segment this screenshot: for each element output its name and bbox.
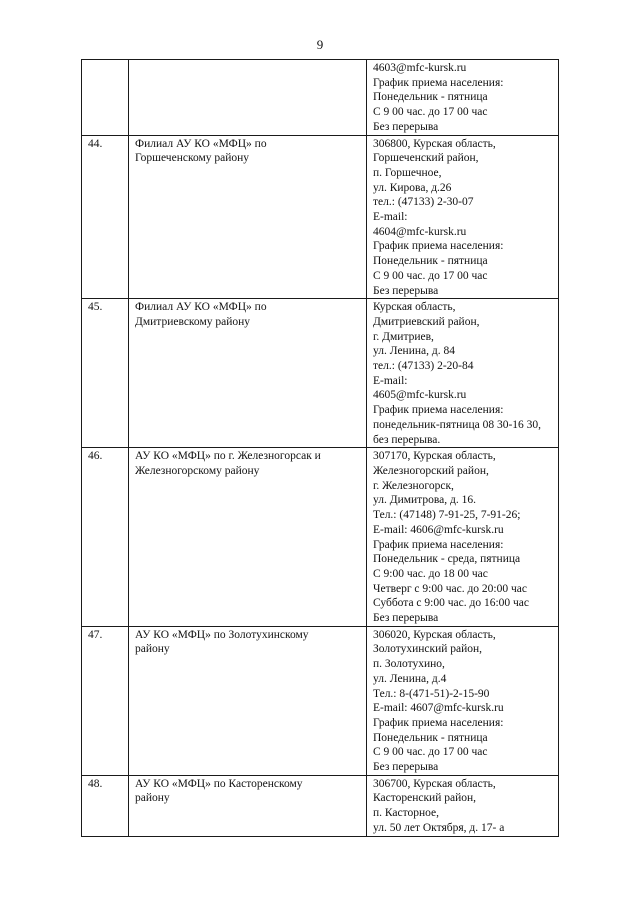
contact-line: п. Горшечное, xyxy=(373,166,442,179)
row-number-cell xyxy=(82,299,129,448)
office-name-cell xyxy=(129,299,367,448)
contact-line: 4605@mfc-kursk.ru xyxy=(373,389,467,402)
office-name-line: Дмитриевскому району xyxy=(135,315,251,328)
contact-line: Дмитриевский район, xyxy=(373,315,480,328)
office-name-cell xyxy=(129,626,367,775)
contact-line: С 9 00 час. до 17 00 час xyxy=(373,269,488,282)
contact-line: Четверг с 9:00 час. до 20:00 час xyxy=(373,582,527,595)
office-contact-cell xyxy=(367,135,559,299)
contact-line: 4604@mfc-kursk.ru xyxy=(373,225,467,238)
contact-line: Суббота с 9:00 час. до 16:00 час xyxy=(373,597,530,610)
row-number-cell xyxy=(82,135,129,299)
office-name-cell xyxy=(129,775,367,836)
row-number-cell xyxy=(82,626,129,775)
contact-line: С 9:00 час. до 18 00 час xyxy=(373,567,488,580)
contact-line: 306800, Курская область, xyxy=(373,137,496,150)
table-row xyxy=(82,299,559,448)
contact-line: ул. 50 лет Октября, д. 17- а xyxy=(373,821,505,834)
office-name-line: Филиал АУ КО «МФЦ» по xyxy=(135,301,267,314)
contact-line: Понедельник - пятница xyxy=(373,91,488,104)
office-name-line: району xyxy=(135,643,170,656)
contact-line: Золотухинский район, xyxy=(373,643,483,656)
office-name-line: Железногорскому району xyxy=(135,464,260,477)
contact-line: С 9 00 час. до 17 00 час xyxy=(373,746,488,759)
contact-line: Горшеченский район, xyxy=(373,152,479,165)
office-name-cell xyxy=(129,135,367,299)
contact-line: E-mail: 4606@mfc-kursk.ru xyxy=(373,523,504,536)
row-number: 46. xyxy=(88,450,103,463)
contact-line: Касторенский район, xyxy=(373,792,477,805)
contact-line: Без перерыва xyxy=(373,761,439,774)
row-number-cell xyxy=(82,775,129,836)
office-name-cell xyxy=(129,60,367,136)
page-number: 9 xyxy=(316,37,324,52)
office-name-line: Горшеченскому району xyxy=(135,152,250,165)
table-body xyxy=(82,60,559,837)
contact-line: ул. Ленина, д. 84 xyxy=(373,345,455,358)
table-row xyxy=(82,60,559,136)
table-row xyxy=(82,626,559,775)
office-name-line: АУ КО «МФЦ» по Золотухинскому xyxy=(135,628,309,641)
contact-line: График приема населения: xyxy=(373,538,504,551)
contact-line: ул. Ленина, д.4 xyxy=(373,672,447,685)
contact-line: График приема населения: xyxy=(373,240,504,253)
contact-line: без перерыва. xyxy=(373,433,441,446)
office-contact-cell xyxy=(367,60,559,136)
office-name-cell xyxy=(129,448,367,626)
contact-line: п. Золотухино, xyxy=(373,658,445,671)
contact-line: Без перерыва xyxy=(373,284,439,297)
office-name-line: району xyxy=(135,792,170,805)
contact-line: п. Касторное, xyxy=(373,807,440,820)
contact-line: ул. Кирова, д.26 xyxy=(373,181,452,194)
table-row xyxy=(82,448,559,626)
contact-line: Понедельник - пятница xyxy=(373,255,488,268)
contact-line: г. Железногорск, xyxy=(373,479,454,492)
row-number: 47. xyxy=(88,628,103,641)
contact-line: тел.: (47133) 2-20-84 xyxy=(373,360,474,373)
row-number: 48. xyxy=(88,777,103,790)
contact-line: 4603@mfc-kursk.ru xyxy=(373,62,467,74)
office-contact-cell xyxy=(367,626,559,775)
contact-line: График приема населения: xyxy=(373,76,504,89)
contact-line: Тел.: 8-(471-51)-2-15-90 xyxy=(373,687,490,700)
contact-line: График приема населения: xyxy=(373,404,504,417)
contact-line: г. Дмитриев, xyxy=(373,330,434,343)
office-contact-cell xyxy=(367,448,559,626)
row-number: 44. xyxy=(88,137,103,150)
office-name-line: Филиал АУ КО «МФЦ» по xyxy=(135,137,267,150)
row-number: 45. xyxy=(88,301,103,314)
contact-line: понедельник-пятница 08 30-16 30, xyxy=(373,418,542,431)
contact-line: E-mail: xyxy=(373,211,408,224)
contact-line: E-mail: 4607@mfc-kursk.ru xyxy=(373,702,504,715)
contact-line: 306020, Курская область, xyxy=(373,628,496,641)
table-row xyxy=(82,775,559,836)
contact-line: E-mail: xyxy=(373,374,408,387)
contact-line: 306700, Курская область, xyxy=(373,777,496,790)
office-name-line: АУ КО «МФЦ» по Касторенскому xyxy=(135,777,303,790)
row-number-cell xyxy=(82,60,129,136)
contact-line: С 9 00 час. до 17 00 час xyxy=(373,106,488,119)
contact-line: ул. Димитрова, д. 16. xyxy=(373,494,476,507)
office-name-line: АУ КО «МФЦ» по г. Железногорсак и xyxy=(135,450,321,463)
contact-line: Без перерыва xyxy=(373,120,439,133)
contact-line: Без перерыва xyxy=(373,612,439,625)
mfc-offices-table xyxy=(81,59,559,837)
contact-line: Тел.: (47148) 7-91-25, 7-91-26; xyxy=(373,509,521,522)
table-row xyxy=(82,135,559,299)
contact-line: Курская область, xyxy=(373,301,456,314)
contact-line: График приема населения: xyxy=(373,716,504,729)
contact-line: Понедельник - пятница xyxy=(373,731,488,744)
contact-line: Железногорский район, xyxy=(373,464,489,477)
contact-line: Понедельник - среда, пятница xyxy=(373,553,521,566)
contact-line: 307170, Курская область, xyxy=(373,450,496,463)
contact-line: тел.: (47133) 2-30-07 xyxy=(373,196,474,209)
office-contact-cell xyxy=(367,775,559,836)
office-contact-cell xyxy=(367,299,559,448)
row-number-cell xyxy=(82,448,129,626)
